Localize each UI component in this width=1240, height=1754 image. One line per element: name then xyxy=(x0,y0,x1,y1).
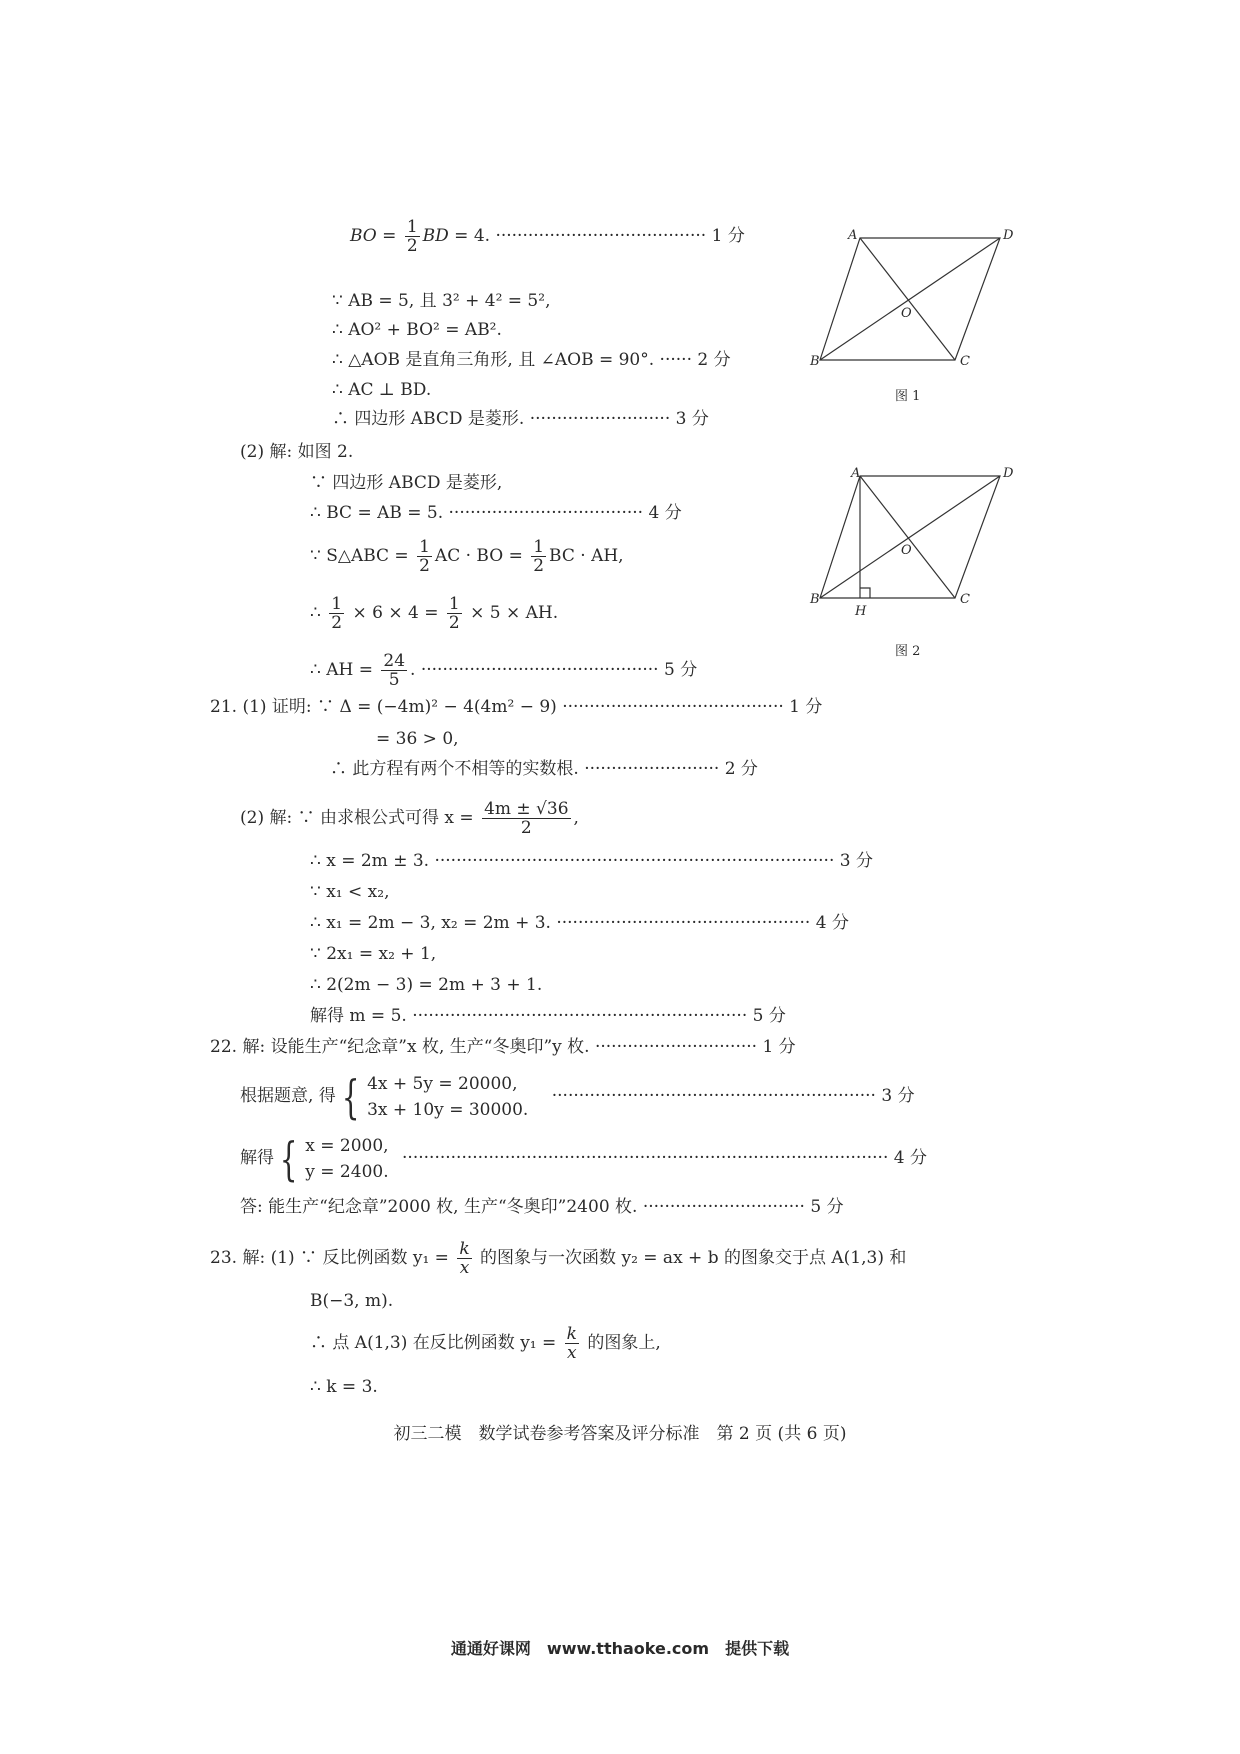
fig2-label-o: O xyxy=(901,543,912,558)
q23-line-k-value: ∴ k = 3. xyxy=(310,1377,378,1397)
fraction-half: $\frac{1}{2}$ xyxy=(533,537,545,576)
figure-2-rhombus-height xyxy=(815,468,1015,608)
fig1-label-o: O xyxy=(901,306,912,321)
q23-line-given: 23. 解: (1) ∵ 反比例函数 y₁ = $\frac{k}{x}$ 的图象与一次函数 y₂ = ax + b 的图象交于点 A(1,3) 和 xyxy=(210,1239,907,1278)
fig2-label-h: H xyxy=(855,604,867,619)
brace-icon: { xyxy=(279,1131,298,1186)
fraction-half: $\frac{1}{2}$ xyxy=(331,594,343,633)
q22-line-setup: 22. 解: 设能生产“纪念章”x 枚, 生产“冬奥印”y 枚. ······························ 1 分 xyxy=(210,1037,796,1057)
fig1-label-c: C xyxy=(960,354,970,369)
figure-1-rhombus xyxy=(815,230,1015,370)
line-area-equation: ∴ $\frac{1}{2}$ × 6 × 4 = $\frac{1}{2}$ × 5 × AH. xyxy=(310,594,559,633)
diagonal-ac xyxy=(860,238,955,360)
fig2-label-a: A xyxy=(851,466,861,481)
fraction-half: $\frac{1}{2}$ xyxy=(419,537,430,576)
q23-line-point-b: B(−3, m). xyxy=(310,1291,394,1311)
fig1-label-d: D xyxy=(1003,228,1014,243)
fraction-k-x: $\frac{k}{x}$ xyxy=(459,1239,470,1278)
line-ao-bo-ab: ∴ AO² + BO² = AB². xyxy=(332,320,502,340)
q21-line-two-roots: ∴ 此方程有两个不相等的实数根. ························· 2 分 xyxy=(330,759,758,779)
line-part2-header: (2) 解: 如图 2. xyxy=(240,442,354,462)
line-ab-pythagoras: ∵ AB = 5, 且 3² + 4² = 5², xyxy=(332,291,551,311)
diagonal-bd xyxy=(820,476,1000,598)
line-ac-perp-bd: ∴ AC ⊥ BD. xyxy=(332,380,432,400)
q21-line-discriminant: 21. (1) 证明: ∵ Δ = (−4m)² − 4(4m² − 9) ········································· 1 分 xyxy=(210,697,823,717)
diagonal-bd xyxy=(820,238,1000,360)
line-right-triangle: ∴ △AOB 是直角三角形, 且 ∠AOB = 90°. ······ 2 分 xyxy=(332,350,731,370)
site-footer: 通通好课网 www.tthaoke.com 提供下载 xyxy=(450,1639,790,1658)
q22-line-solution: 解得 { x = 2000, y = 2400. ·························································································· 4 分 xyxy=(240,1131,927,1186)
q21-line-relation: ∵ 2x₁ = x₂ + 1, xyxy=(310,944,437,964)
q21-line-positive: = 36 > 0, xyxy=(376,729,459,749)
q21-line-formula: (2) 解: ∵ 由求根公式可得 x = $\frac{4m \pm √36}{2}$ , xyxy=(240,799,579,838)
brace-icon: { xyxy=(341,1069,360,1124)
fig1-caption: 图 1 xyxy=(895,389,921,404)
fig2-caption: 图 2 xyxy=(895,644,921,659)
fraction-root-formula: $\frac{4m \pm √36}{2}$ xyxy=(484,799,569,838)
q21-line-x1-x2: ∴ x₁ = 2m − 3, x₂ = 2m + 3. ··············································· 4 分 xyxy=(310,913,849,933)
line-rhombus-conclusion: ∴ 四边形 ABCD 是菱形. ·························· 3 分 xyxy=(332,409,709,429)
fig2-label-b: B xyxy=(810,592,820,607)
fig1-label-a: A xyxy=(848,228,858,243)
diagonal-ac xyxy=(860,476,955,598)
line-bc-ab: ∴ BC = AB = 5. ···································· 4 分 xyxy=(310,503,682,523)
right-angle-mark xyxy=(860,588,870,598)
q21-line-x1-lt-x2: ∵ x₁ < x₂, xyxy=(310,882,390,902)
fig1-label-b: B xyxy=(810,354,820,369)
q21-line-x-roots: ∴ x = 2m ± 3. ·········································································· 3 分 xyxy=(310,851,873,871)
q21-line-m-result: 解得 m = 5. ······························································ 5 分 xyxy=(310,1006,786,1026)
line-ah-result: ∴ AH = $\frac{24}{5}$ . ············································ 5 分 xyxy=(310,651,698,690)
fig2-label-c: C xyxy=(960,592,970,607)
line-rhombus-given: ∵ 四边形 ABCD 是菱形, xyxy=(310,473,503,493)
fraction-k-x: $\frac{k}{x}$ xyxy=(566,1324,577,1363)
q21-line-substitute: ∴ 2(2m − 3) = 2m + 3 + 1. xyxy=(310,975,543,995)
fraction-half: $\frac{1}{2}$ xyxy=(448,594,460,633)
q23-line-point-a-on-graph: ∴ 点 A(1,3) 在反比例函数 y₁ = $\frac{k}{x}$ 的图象上, xyxy=(310,1324,661,1363)
page-footer-info: 初三二模 数学试卷参考答案及评分标准 第 2 页 (共 6 页) xyxy=(393,1424,847,1444)
q22-line-system: 根据题意, 得 { 4x + 5y = 20000, 3x + 10y = 30000. ···························································· 3 分 xyxy=(240,1069,915,1124)
line-area-abc: ∵ S△ABC = $\frac{1}{2}$ AC · BO = $\frac{1}{2}$ BC · AH, xyxy=(310,537,624,576)
fraction-half: $\frac{1}{2}$ xyxy=(406,217,418,256)
q22-line-answer: 答: 能生产“纪念章”2000 枚, 生产“冬奥印”2400 枚. ······························ 5 分 xyxy=(240,1197,844,1217)
fig2-label-d: D xyxy=(1003,466,1014,481)
line-bo: BO = $\frac{1}{2}$ BD = 4. ······································· 1 分 xyxy=(350,217,745,256)
fraction-24-5: $\frac{24}{5}$ xyxy=(383,651,406,690)
